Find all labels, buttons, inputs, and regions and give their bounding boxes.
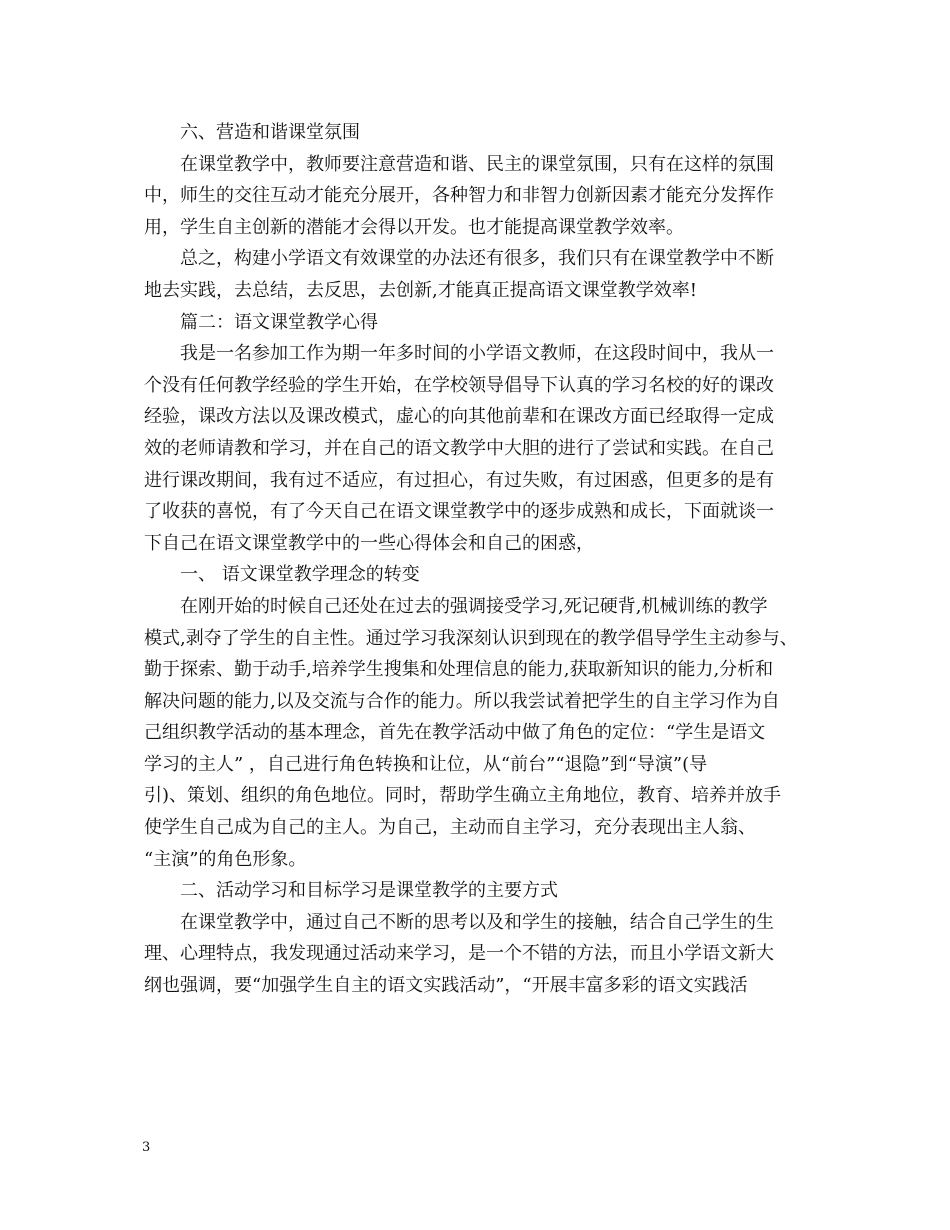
paragraph-line: 理、心理特点，我发现通过活动来学习，是一个不错的方法，而且小学语文新大 — [144, 943, 774, 965]
paragraph-line: 效的老师请教和学习，并在自己的语文教学中大胆的进行了尝试和实践。在自己 — [144, 437, 774, 459]
paragraph-line: 个没有任何教学经验的学生开始，在学校领导倡导下认真的学习名校的好的课改 — [144, 374, 774, 396]
paragraph-line: 纲也强调，要“加强学生自主的语文实践活动”，“开展丰富多彩的语文实践活 — [144, 975, 748, 997]
document-body — [144, 117, 812, 1002]
paragraph-line: 在刚开始的时候自己还处在过去的强调接受学习,死记硬背,机械训练的教学 — [180, 595, 768, 617]
paragraph-line: 经验，课改方法以及课改模式，虚心的向其他前辈和在课改方面已经取得一定成 — [144, 406, 774, 428]
paragraph-line: 总之，构建小学语文有效课堂的办法还有很多，我们只有在课堂教学中不断 — [180, 248, 774, 270]
paragraph-line: 学习的主人” ，自己进行角色转换和让位，从“前台”“退隐”到“导演”(导 — [144, 753, 708, 775]
section-heading: 二、活动学习和目标学习是课堂教学的主要方式 — [180, 880, 558, 902]
paragraph-line: 进行课改期间，我有过不适应，有过担心，有过失败，有过困惑，但更多的是有 — [144, 469, 774, 491]
section-heading: 六、营造和谐课堂氛围 — [180, 122, 360, 143]
page-number: 3 — [142, 1140, 151, 1155]
paragraph-line: 勤于探索、勤于动手,培养学生搜集和处理信息的能力,获取新知识的能力,分析和 — [144, 659, 774, 681]
paragraph-line: 我是一名参加工作为期一年多时间的小学语文教师，在这段时间中，我从一 — [180, 343, 774, 365]
paragraph-line: 在课堂教学中，通过自己不断的思考以及和学生的接触，结合自己学生的生 — [180, 911, 774, 933]
paragraph-line: 用，学生自主创新的潜能才会得以开发。也才能提高课堂教学效率。 — [144, 216, 684, 238]
paragraph-line: “主演”的角色形象。 — [144, 848, 307, 870]
paragraph-line: 引)、策划、组织的角色地位。同时，帮助学生确立主角地位，教育、培养并放手 — [144, 785, 782, 807]
paragraph-line: 中，师生的交往互动才能充分展开，各种智力和非智力创新因素才能充分发挥作 — [144, 185, 774, 207]
paragraph-line: 模式,剥夺了学生的自主性。通过学习我深刻认识到现在的教学倡导学生主动参与、 — [144, 627, 798, 649]
paragraph-line: 下自己在语文课堂教学中的一些心得体会和自己的困惑， — [144, 532, 594, 554]
paragraph-line: 在课堂教学中，教师要注意营造和谐、民主的课堂氛围，只有在这样的氛围 — [180, 153, 774, 175]
paragraph-line: 了收获的喜悦，有了今天自己在语文课堂教学中的逐步成熟和成长，下面就谈一 — [144, 501, 774, 523]
paragraph-line: 解决问题的能力,以及交流与合作的能力。所以我尝试着把学生的自主学习作为自 — [144, 690, 780, 712]
paragraph-line: 使学生自己成为自己的主人。为自己，主动而自主学习，充分表现出主人翁、 — [144, 817, 756, 839]
section-heading: 一、 语文课堂教学理念的转变 — [180, 564, 420, 586]
section-heading: 篇二：语文课堂教学心得 — [180, 311, 378, 333]
paragraph-line: 己组织教学活动的基本理念，首先在教学活动中做了角色的定位：“学生是语文 — [144, 722, 766, 744]
paragraph-line: 地去实践，去总结，去反思，去创新,才能真正提高语文课堂教学效率! — [144, 279, 697, 301]
